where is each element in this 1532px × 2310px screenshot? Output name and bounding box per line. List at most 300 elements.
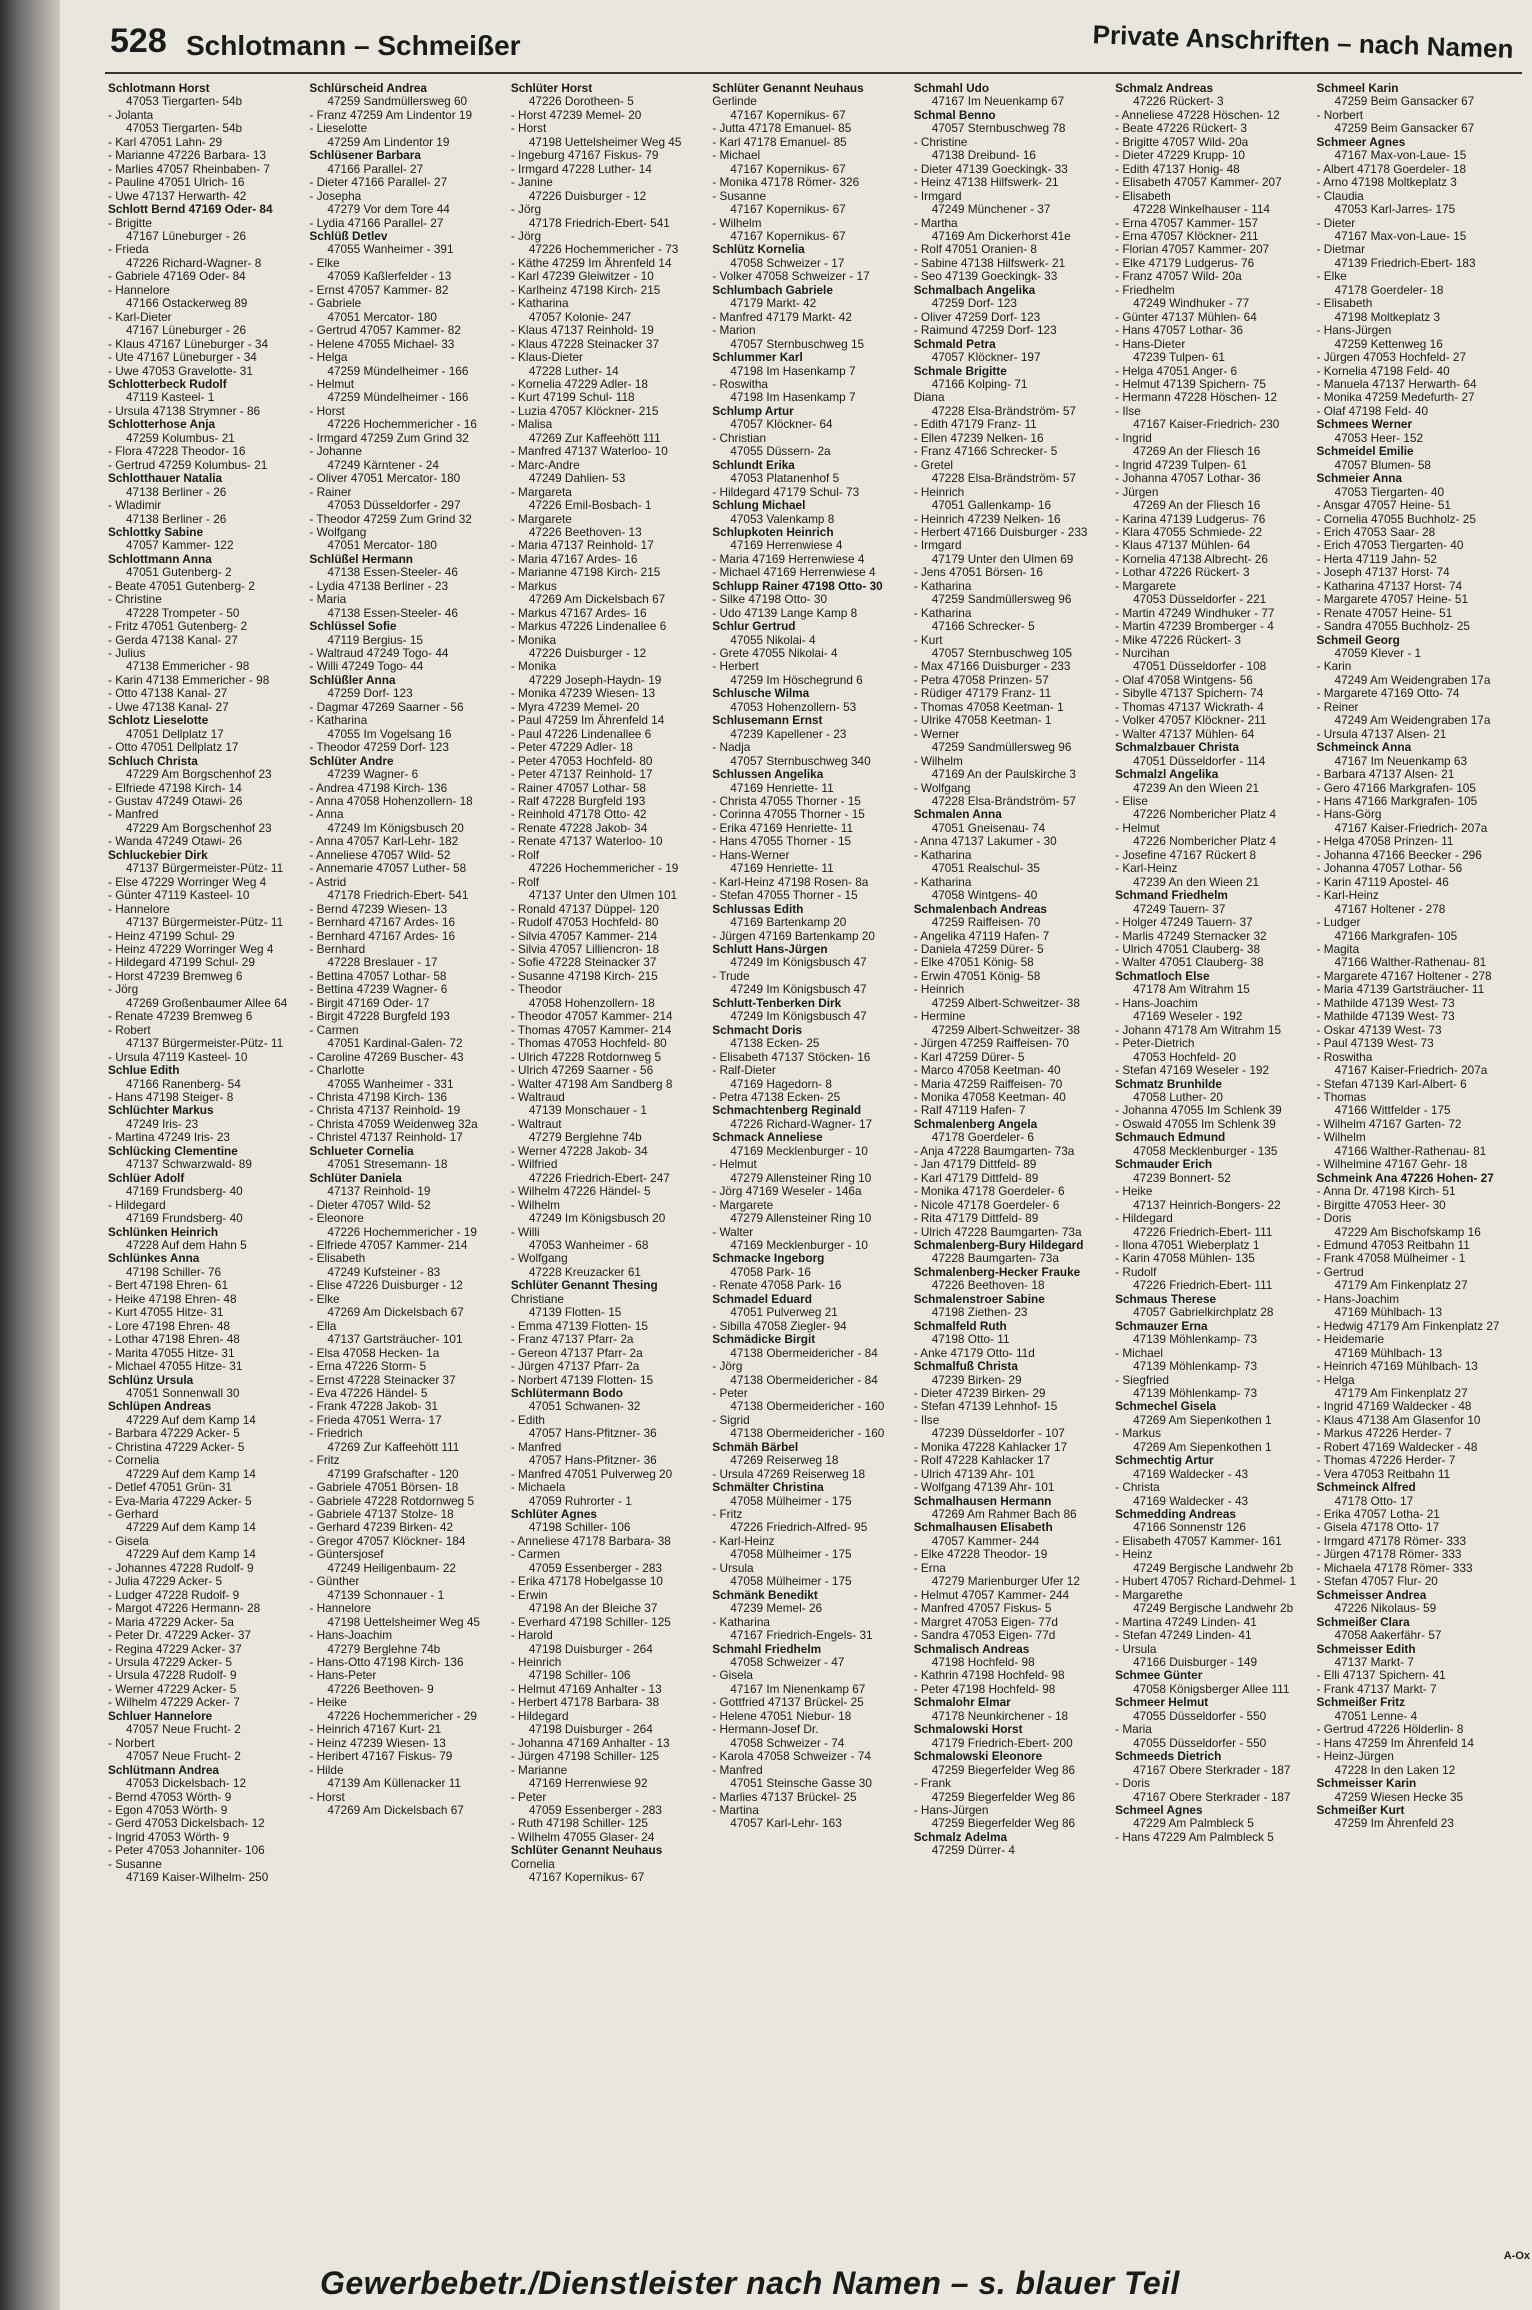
address-line: 47239 Wagner- 6 <box>327 768 419 782</box>
given-name-entry: - Paul 47139 West- 73 <box>1316 1037 1434 1051</box>
given-name-entry: - Günther <box>309 1575 360 1589</box>
given-name-entry: - Karin 47138 Emmericher - 98 <box>108 673 270 687</box>
given-name-entry: - Marc-Andre <box>510 458 580 472</box>
address-line: 47279 Allensteiner Ring 10 <box>730 1212 872 1226</box>
given-name-entry: - Jürgen 47053 Hochfeld- 27 <box>1316 351 1467 365</box>
address-line: 47055 Düssern- 2a <box>730 445 831 459</box>
directory-columns <box>108 82 1518 2257</box>
given-name-entry: - Renate 47239 Bremweg 6 <box>108 1010 253 1024</box>
surname-entry: Schmeier Anna <box>1316 472 1402 486</box>
surname-entry: Schlutt Hans-Jürgen <box>712 943 828 956</box>
address-line: 47138 Obermeidericher - 84 <box>730 1373 878 1387</box>
given-name-entry: - Hermine <box>913 1010 966 1024</box>
given-name-entry: - Ulrich 47228 Rotdornweg 5 <box>510 1050 662 1064</box>
address-line: 47167 Kopernikus- 67 <box>730 162 846 176</box>
given-name-entry: - Gerhard 47239 Birken- 42 <box>309 1521 454 1535</box>
address-line: 47229 Am Palmbleck 5 <box>1133 1817 1254 1831</box>
given-name-entry: - Sandra 47053 Eigen- 77d <box>913 1629 1056 1643</box>
address-line: 47053 Valenkamp 8 <box>730 512 835 526</box>
given-name-entry: - Karlheinz 47198 Kirch- 215 <box>510 283 661 297</box>
given-name-entry: - Udo 47139 Lange Kamp 8 <box>712 606 858 620</box>
given-name-entry: - Gabriele 47051 Börsen- 18 <box>309 1481 459 1495</box>
address-line: 47058 Hohenzollern- 18 <box>528 996 655 1010</box>
address-line: 47166 Wittfelder - 175 <box>1334 1104 1451 1118</box>
address-line: 47178 Friedrich-Ebert- 541 <box>528 216 670 230</box>
address-line: 47119 Bergius- 15 <box>327 633 423 647</box>
address-line: 47055 Nikolai- 4 <box>730 633 816 647</box>
address-line: 47226 Hochemmericher - 19 <box>528 862 679 876</box>
given-name-entry: - Annemarie 47057 Luther- 58 <box>309 862 467 876</box>
given-name-entry: - Ernst 47228 Steinacker 37 <box>309 1373 456 1387</box>
address-line: 47167 Obere Sterkrader - 187 <box>1133 1790 1291 1804</box>
given-name-entry: - Edith 47179 Franz- 11 <box>913 418 1037 432</box>
given-name-entry: - Dietmar <box>1316 243 1366 257</box>
address-line: 47229 Auf dem Kamp 14 <box>126 1548 256 1562</box>
surname-entry: Schlueter Cornelia <box>309 1144 414 1158</box>
given-name-entry: - Helga 47051 Anger- 6 <box>1115 364 1238 378</box>
address-line: 47226 Hochemmericher - 16 <box>327 418 477 432</box>
given-name-entry: - Hans-Görg <box>1316 808 1382 822</box>
address-line: 47167 Im Neuenkamp 63 <box>1334 754 1468 768</box>
given-name-entry: - Peter 47053 Hochfeld- 80 <box>510 754 653 768</box>
given-name-entry: - Susanne <box>712 189 767 203</box>
surname-entry: Schmedding Andreas <box>1115 1508 1236 1522</box>
address-line: 47058 Wintgens- 40 <box>931 889 1038 903</box>
address-line: 47166 Walther-Rathenau- 81 <box>1334 956 1487 970</box>
address-line: 47137 Reinhold- 19 <box>327 1185 431 1199</box>
address-line: 47259 Albert-Schweitzer- 38 <box>931 996 1080 1010</box>
given-name-entry: - Heidemarie <box>1316 1333 1385 1347</box>
address-line: 47226 Dorotheen- 5 <box>528 95 634 109</box>
given-name-entry: - Claudia <box>1316 189 1364 203</box>
given-name-entry: - Käthe 47259 Im Ährenfeld 14 <box>510 256 672 270</box>
section-title: Private Anschriften – nach Namen <box>1092 19 1514 64</box>
given-name-entry: - Christa 47198 Kirch- 136 <box>309 1090 448 1104</box>
address-line: 47226 Friedrich-Ebert- 111 <box>1133 1225 1273 1239</box>
surname-entry: Schmahl Friedhelm <box>712 1642 822 1656</box>
surname-entry: Schmänk Benedikt <box>712 1588 818 1602</box>
given-name-entry: - Gero 47166 Markgrafen- 105 <box>1316 781 1476 795</box>
given-name-entry: - Elke 47051 König- 58 <box>913 956 1034 970</box>
given-name-entry: - Thomas 47137 Wickrath- 4 <box>1115 700 1264 714</box>
given-name-entry: - Helene 47051 Niebur- 18 <box>712 1709 852 1723</box>
given-name-entry: - Reinhold 47178 Otto- 42 <box>510 808 647 822</box>
given-name-entry: - Florian 47057 Kammer- 207 <box>1115 243 1270 257</box>
address-line: 47057 Hans-Pfitzner- 36 <box>528 1454 657 1468</box>
surname-entry: Schluer Hannelore <box>108 1709 213 1723</box>
given-name-entry: - Elisabeth 47137 Stöcken- 16 <box>712 1050 871 1064</box>
address-line: 47138 Essen-Steeler- 46 <box>327 566 458 580</box>
given-name-entry: - Mathilde 47139 West- 73 <box>1316 1010 1455 1024</box>
given-name-entry: - Gustav 47249 Otawi- 26 <box>108 795 243 809</box>
address-line: 47249 Heiligenbaum- 22 <box>327 1561 456 1575</box>
given-name-entry: - Theodor 47259 Dorf- 123 <box>309 741 449 755</box>
given-name-entry: - Walter 47137 Mühlen- 64 <box>1115 727 1255 741</box>
given-name-entry: - Charlotte <box>309 1064 365 1078</box>
surname-entry: Schmalisch Andreas <box>913 1642 1030 1656</box>
given-name-entry: - Christel 47137 Reinhold- 17 <box>309 1131 463 1145</box>
given-name-entry: - Ansgar 47057 Heine- 51 <box>1316 499 1451 513</box>
given-name-entry: - Astrid <box>309 875 347 889</box>
given-name-entry: - Stefan 47139 Lehnhof- 15 <box>913 1400 1058 1414</box>
given-name-entry: - Markus <box>510 579 557 593</box>
address-line: 47249 Bergische Landwehr 2b <box>1133 1561 1294 1575</box>
given-name-entry: - Norbert 47139 Flotten- 15 <box>510 1373 654 1387</box>
given-name-entry: - Lore 47198 Ehren- 48 <box>108 1319 230 1333</box>
given-name-entry: - Elisabeth <box>309 1252 366 1266</box>
given-name-entry: - Thomas 47058 Keetman- 1 <box>913 700 1064 714</box>
given-name-entry: - Irmgard 47178 Römer- 333 <box>1316 1534 1467 1548</box>
address-line: 47058 Schweizer - 47 <box>730 1656 845 1670</box>
page-title: Schlotmann – Schmeißer <box>186 30 521 61</box>
given-name-entry: - Hannelore <box>108 283 170 297</box>
given-name-entry: - Karl-Heinz 47198 Rosen- 8a <box>712 875 869 889</box>
address-line: 47179 Am Finkenplatz 27 <box>1334 1279 1468 1293</box>
given-name-entry: - Klaus 47137 Reinhold- 19 <box>510 324 654 338</box>
address-line: 47051 Schwanen- 32 <box>528 1400 641 1414</box>
given-name-entry: - Heinz-Jürgen <box>1316 1750 1394 1764</box>
given-name-entry: - Albert 47178 Goerdeler- 18 <box>1316 162 1467 176</box>
address-line: 47178 Otto- 17 <box>1334 1494 1414 1508</box>
surname-entry: Schmacke Ingeborg <box>712 1252 825 1266</box>
given-name-entry: - Elisabeth 47057 Kammer- 207 <box>1115 176 1282 190</box>
address-line: 47259 Kettenweg 16 <box>1334 337 1443 351</box>
given-name-entry: - Franz 47166 Schrecker- 5 <box>913 445 1058 459</box>
given-name-entry: - Bernhard 47167 Ardes- 16 <box>309 929 456 943</box>
given-name-entry: - Thomas 47053 Hochfeld- 80 <box>510 1037 667 1051</box>
address-line: 47226 Hochemmericher - 73 <box>528 243 679 257</box>
given-name-entry: - Walter 47198 Am Sandberg 8 <box>510 1077 673 1091</box>
surname-entry: Schmee Günter <box>1115 1669 1203 1683</box>
given-name-entry: - Stefan 47169 Weseler - 192 <box>1115 1064 1269 1078</box>
address-line: 47058 Aakerfähr- 57 <box>1334 1629 1442 1643</box>
given-name-entry: - Güntersjosef <box>309 1548 384 1562</box>
address-line: 47226 Nikolaus- 59 <box>1334 1602 1437 1616</box>
given-name-entry: - Bettina 47057 Lothar- 58 <box>309 969 447 983</box>
address-line: 47239 An den Wieen 21 <box>1133 781 1260 795</box>
address-line: 47058 Mülheimer - 175 <box>730 1494 852 1508</box>
surname-entry: Schmäh Bärbel <box>712 1440 799 1454</box>
given-name-entry: - Heinrich 47239 Nelken- 16 <box>913 512 1061 526</box>
given-name-entry: - Hildegard 47199 Schul- 29 <box>108 956 255 970</box>
given-name-entry: - Horst 47239 Bremweg 6 <box>108 969 243 983</box>
surname-entry: Schmauzer Erna <box>1115 1319 1208 1333</box>
address-line: 47051 Lenne- 4 <box>1334 1709 1418 1723</box>
surname-entry: Schlünz Ursula <box>108 1373 194 1387</box>
given-name-entry: - Rudolf <box>1115 1265 1157 1279</box>
address-line: 47053 Karl-Jarres- 175 <box>1334 203 1456 217</box>
given-name-entry: - Johanna 47169 Anhalter - 13 <box>510 1736 670 1750</box>
given-name-entry: - Michael <box>1115 1346 1163 1360</box>
address-line: 47259 Mündelheimer - 166 <box>327 391 469 405</box>
given-name-entry: - Dieter 47057 Wild- 52 <box>309 1198 431 1212</box>
given-name-entry: - Jolanta <box>108 108 154 122</box>
address-line: 47226 Duisburger - 12 <box>528 189 647 203</box>
given-name-entry: - Maria 47167 Ardes- 16 <box>510 552 638 566</box>
given-name-entry: - Raimund 47259 Dorf- 123 <box>913 324 1057 338</box>
given-name-entry: - Katharina <box>913 848 972 862</box>
surname-entry: Schmeißer Clara <box>1316 1615 1410 1629</box>
given-name-entry: - Marlies 47137 Brückel- 25 <box>712 1790 857 1804</box>
directory-column-7 <box>1317 82 1518 2257</box>
given-name-entry: - Katharina <box>712 1615 770 1629</box>
address-line: 47055 Düsseldorfer - 550 <box>1133 1736 1267 1750</box>
given-name-entry: - Ingrid 47169 Waldecker - 48 <box>1316 1400 1472 1414</box>
given-name-entry: - Markus 47226 Lindenallee 6 <box>510 620 667 634</box>
given-name-entry: - Karl 47259 Dürer- 5 <box>913 1050 1025 1064</box>
given-name-entry: - Martin 47249 Windhuker - 77 <box>1115 606 1275 620</box>
given-name-entry: - Klara 47055 Schmiede- 22 <box>1115 525 1263 539</box>
address-line: 47198 An der Bleiche 37 <box>528 1602 658 1616</box>
given-name-entry: - Jörg <box>712 1360 743 1374</box>
surname-entry: Schmechtig Artur <box>1115 1454 1214 1468</box>
given-name-entry: - Maria <box>1115 1723 1152 1737</box>
given-name-entry: - Doris <box>1316 1212 1352 1226</box>
address-line: 47198 Im Hasenkamp 7 <box>730 364 856 378</box>
given-name-entry: - Horst <box>309 404 345 418</box>
given-name-entry: - Horst <box>309 1790 345 1804</box>
surname-entry: Schmauder Erich <box>1115 1158 1213 1172</box>
given-name-entry: - Lydia 47166 Parallel- 27 <box>309 216 444 230</box>
given-name-entry: - Robert 47169 Waldecker - 48 <box>1316 1440 1478 1454</box>
given-name-entry: - Franz 47057 Wild- 20a <box>1115 270 1242 284</box>
given-name-entry: - Hans-Jürgen <box>913 1804 989 1817</box>
surname-entry: Schmalowski Eleonore <box>913 1750 1043 1764</box>
given-name-entry: - Peter Dr. 47229 Acker- 37 <box>108 1629 251 1643</box>
given-name-entry: - Brigitte 47057 Wild- 20a <box>1115 135 1249 149</box>
given-name-entry: - Ilona 47051 Wieberplatz 1 <box>1115 1238 1260 1252</box>
address-line: 47259 Am Lindentor 19 <box>327 135 450 149</box>
given-name-entry: - Silvia 47057 Lilliencron- 18 <box>510 943 660 956</box>
given-name-entry: - Carmen <box>309 1023 359 1037</box>
surname-entry: Schlumbach Gabriele <box>712 283 833 297</box>
address-line: 47051 Stresemann- 18 <box>327 1158 448 1172</box>
book-spine-shadow <box>0 0 60 2310</box>
surname-entry: Schlürscheid Andrea <box>309 82 427 95</box>
given-name-entry: - Johanna 47166 Beecker - 296 <box>1316 848 1482 862</box>
given-name-entry: - Wilhelm <box>712 216 762 230</box>
given-name-entry: - Anna 47058 Hohenzollern- 18 <box>309 795 473 809</box>
given-name-entry: - Manfred <box>712 1763 763 1777</box>
given-name-entry: - Hans 47229 Am Palmbleck 5 <box>1115 1830 1274 1844</box>
address-line: 47139 Am Küllenacker 11 <box>327 1777 461 1791</box>
address-line: 47228 Trompeter - 50 <box>126 606 240 620</box>
given-name-entry: - Wolfgang <box>309 525 367 539</box>
given-name-entry: - Monika 47228 Kahlacker 17 <box>913 1440 1068 1454</box>
given-name-entry: - Barbara 47137 Alsen- 21 <box>1316 768 1455 782</box>
given-name-entry: - Hubert 47057 Richard-Dehmel- 1 <box>1115 1575 1297 1589</box>
address-line: 47051 Sonnenwall 30 <box>126 1386 240 1400</box>
address-line: 47229 Am Borgschenhof 23 <box>126 768 272 782</box>
given-name-entry: - Martina 47249 Linden- 41 <box>1115 1615 1257 1629</box>
address-line: 47198 Otto- 11 <box>931 1333 1010 1347</box>
surname-entry: Schmalz Andreas <box>1115 82 1214 95</box>
surname-entry: Schlücking Clementine <box>108 1144 238 1158</box>
given-name-entry: - Edith 47137 Honig- 48 <box>1115 162 1240 176</box>
given-name-entry: - Ursula 47119 Kasteel- 10 <box>108 1050 248 1064</box>
surname-entry: Schmalfuß Christa <box>913 1360 1018 1374</box>
surname-entry: Schmalzl Angelika <box>1115 768 1219 782</box>
address-line: 47269 Am Siepenkothen 1 <box>1133 1440 1272 1454</box>
surname-entry: Schmauch Edmund <box>1115 1131 1226 1145</box>
given-name-entry: - Olaf 47198 Feld- 40 <box>1316 404 1429 418</box>
given-name-entry: - Elise <box>1115 795 1148 809</box>
given-name-entry: - Cornelia 47055 Buchholz- 25 <box>1316 512 1476 526</box>
surname-entry: Schlüchter Markus <box>108 1104 214 1118</box>
given-name-entry: - Hilde <box>309 1763 344 1777</box>
given-name-entry: - Hans-Dieter <box>1115 337 1186 351</box>
given-name-entry: - Peter <box>712 1386 748 1400</box>
surname-entry: Schmadel Eduard <box>712 1292 812 1306</box>
given-name-entry: - Ingrid <box>1115 431 1152 445</box>
given-name-entry: - Wilhelmine 47167 Gehr- 18 <box>1316 1158 1468 1172</box>
given-name-entry: - Katharina <box>913 606 972 620</box>
given-name-entry: - Karl-Heinz <box>712 1534 775 1548</box>
address-line: 47259 Beim Gansacker 67 <box>1334 95 1475 109</box>
address-line: 47259 Dorf- 123 <box>327 687 413 701</box>
address-line: 47249 Iris- 23 <box>126 1117 199 1131</box>
surname-entry: Schmeer Helmut <box>1115 1696 1209 1710</box>
given-name-entry: - Horst 47239 Memel- 20 <box>510 108 642 122</box>
address-line: 47051 Gneisenau- 74 <box>931 821 1046 835</box>
address-line: 47057 Karl-Lehr- 163 <box>730 1817 842 1831</box>
given-name-entry: - Peter 47137 Reinhold- 17 <box>510 768 653 782</box>
given-name-entry: - Irmgard <box>913 189 962 203</box>
address-line: 47228 Elsa-Brändström- 57 <box>931 404 1076 418</box>
given-name-entry: - Friedhelm <box>1115 283 1175 297</box>
given-name-entry: - Günter 47119 Kasteel- 10 <box>108 889 250 903</box>
given-name-entry: - Gerd 47053 Dickelsbach- 12 <box>108 1817 265 1831</box>
given-name-entry: - Renate 47058 Park- 16 <box>712 1279 842 1293</box>
address-line: 47058 Mülheimer - 175 <box>730 1575 852 1589</box>
surname-entry: Schmalhausen Hermann <box>913 1494 1052 1508</box>
given-name-entry: - Petra 47058 Prinzen- 57 <box>913 673 1049 687</box>
given-name-entry: - Bernhard 47167 Ardes- 16 <box>309 916 456 930</box>
given-name-entry: - Hans-Peter <box>309 1669 377 1683</box>
address-line: 47166 Walther-Rathenau- 81 <box>1334 1144 1487 1158</box>
given-name-entry: - Rolf 47051 Oranien- 8 <box>913 243 1037 257</box>
surname-entry: Schmatz Brunhilde <box>1115 1077 1222 1091</box>
given-name-entry: - Rainer 47057 Lothar- 58 <box>510 781 646 795</box>
address-line: 47169 Herrenwiese 92 <box>528 1777 648 1791</box>
address-line: 47167 Kopernikus- 67 <box>730 229 846 243</box>
address-line: 47051 Dellplatz 17 <box>126 727 224 741</box>
given-name-entry: - Gisela 47178 Otto- 17 <box>1316 1521 1440 1535</box>
surname-entry: Schmeidel Emilie <box>1316 445 1414 459</box>
surname-entry: Schmatloch Else <box>1115 969 1210 983</box>
given-name-entry: - Janine <box>510 176 553 190</box>
given-name-entry: - Heribert 47167 Fiskus- 79 <box>309 1750 453 1764</box>
given-name-entry: - Ingeburg 47167 Fiskus- 79 <box>510 149 659 163</box>
surname-entry: Schlüßel Hermann <box>309 552 413 566</box>
given-name-entry: - Wilhelm 47055 Glaser- 24 <box>510 1830 655 1844</box>
surname-entry: Schlotz Lieselotte <box>108 714 209 728</box>
given-name-entry: - Gereon 47137 Pfarr- 2a <box>510 1346 643 1360</box>
given-name-entry: - Rolf <box>510 848 540 862</box>
address-line: 47053 Hohenzollern- 53 <box>730 700 857 714</box>
address-line: 47178 Am Witrahm 15 <box>1133 983 1250 997</box>
given-name-entry: - Karin 47119 Apostel- 46 <box>1316 875 1449 889</box>
address-line: 47058 Mülheimer - 175 <box>730 1548 852 1562</box>
given-name-entry: - Wolfgang <box>510 1252 568 1266</box>
address-line: 47228 Winkelhauser - 114 <box>1133 203 1270 217</box>
surname-entry: Schmalz Adelma <box>913 1830 1008 1844</box>
address-line: 47057 Neue Frucht- 2 <box>126 1750 241 1764</box>
given-name-entry: - Monika <box>510 660 557 674</box>
given-name-entry: - Eva 47226 Händel- 5 <box>309 1386 428 1400</box>
address-line: 47057 Kolonie- 247 <box>528 310 632 324</box>
given-name-entry: - Maria 47229 Acker- 5a <box>108 1615 234 1629</box>
given-name-entry: - Norbert <box>108 1736 155 1750</box>
given-name-entry: - Heinz 47199 Schul- 29 <box>108 929 235 943</box>
address-line: 47051 Gallenkamp- 16 <box>931 499 1052 513</box>
address-line: 47229 Am Bischofskamp 16 <box>1334 1225 1481 1239</box>
given-name-entry: - Marlis 47249 Sternacker 32 <box>1115 929 1267 943</box>
given-name-entry: - Hans-Joachim <box>1115 996 1198 1010</box>
given-name-entry: - Ludger <box>1316 916 1361 930</box>
given-name-entry: - Heinrich 47169 Mühlbach- 13 <box>1316 1360 1478 1374</box>
surname-entry: Schlüter Andre <box>309 754 394 768</box>
given-name-entry: - Jan 47179 Dittfeld- 89 <box>913 1158 1037 1172</box>
address-line: 47058 Schweizer - 74 <box>730 1736 845 1750</box>
surname-entry: Schmeer Agnes <box>1316 135 1406 149</box>
given-name-entry: Diana <box>913 391 945 405</box>
address-line: 47053 Hochfeld- 20 <box>1133 1050 1237 1064</box>
given-name-entry: - Theodor 47259 Zum Grind 32 <box>309 512 472 526</box>
given-name-entry: - Peter <box>510 1790 547 1804</box>
given-name-entry: - Lydia 47138 Berliner - 23 <box>309 579 449 593</box>
address-line: 47169 Henriette- 11 <box>730 781 834 795</box>
given-name-entry: - Hans 47259 Im Ährenfeld 14 <box>1316 1736 1474 1750</box>
given-name-entry: - Frank 47228 Jakob- 31 <box>309 1400 438 1414</box>
given-name-entry: - Thomas 47057 Kammer- 214 <box>510 1023 672 1037</box>
given-name-entry: - Herbert 47166 Duisburger - 233 <box>913 525 1088 539</box>
given-name-entry: - Sandra 47055 Buchholz- 25 <box>1316 620 1470 634</box>
surname-entry: Schmälter Christina <box>712 1481 824 1495</box>
address-line: 47169 Frundsberg- 40 <box>126 1185 243 1199</box>
address-line: 47058 Königsberger Allee 111 <box>1133 1682 1290 1696</box>
address-line: 47269 Am Rahmer Bach 86 <box>931 1508 1077 1522</box>
given-name-entry: - Maria 47259 Raiffeisen- 70 <box>913 1077 1063 1091</box>
address-line: 47179 Am Finkenplatz 27 <box>1334 1386 1468 1400</box>
surname-entry: Schlusche Wilma <box>712 687 810 701</box>
surname-entry: Schlütermann Bodo <box>510 1386 623 1400</box>
given-name-entry: - Michael 47169 Herrenwiese 4 <box>712 566 876 580</box>
given-name-entry: - Ursula 47137 Alsen- 21 <box>1316 727 1447 741</box>
given-name-entry: - Christian <box>712 431 767 445</box>
given-name-entry: - Margareta <box>510 485 572 499</box>
given-name-entry: - Christa 47055 Thorner - 15 <box>712 795 861 809</box>
given-name-entry: - Maria 47139 Gartsträucher- 11 <box>1316 983 1485 997</box>
surname-entry: Schmalenberg Angela <box>913 1117 1038 1131</box>
given-name-entry: - Jürgen 47178 Römer- 333 <box>1316 1548 1462 1562</box>
given-name-entry: - Elke 47179 Ludgerus- 76 <box>1115 256 1255 270</box>
given-name-entry: - Helga <box>1316 1373 1355 1387</box>
given-name-entry: - Johann 47178 Am Witrahm 15 <box>1115 1023 1282 1037</box>
given-name-entry: - Heinz 47239 Wiesen- 13 <box>309 1736 446 1750</box>
given-name-entry: - Werner <box>913 727 960 741</box>
surname-entry: Schlütmann Andrea <box>108 1763 219 1777</box>
given-name-entry: - Seo 47139 Goeckingk- 33 <box>913 270 1058 284</box>
given-name-entry: - Werner 47228 Jakob- 34 <box>510 1144 648 1158</box>
given-name-entry: - Helmut <box>309 377 354 391</box>
address-line: 47053 Dickelsbach- 12 <box>126 1777 247 1791</box>
given-name-entry: - Manuela 47137 Herwarth- 64 <box>1316 377 1477 391</box>
surname-entry: Schlüer Adolf <box>108 1171 185 1185</box>
address-line: 47169 Waldecker - 43 <box>1133 1467 1249 1481</box>
given-name-entry: - Kathrin 47198 Hochfeld- 98 <box>913 1669 1065 1683</box>
address-line: 47053 Heer- 152 <box>1334 431 1424 445</box>
